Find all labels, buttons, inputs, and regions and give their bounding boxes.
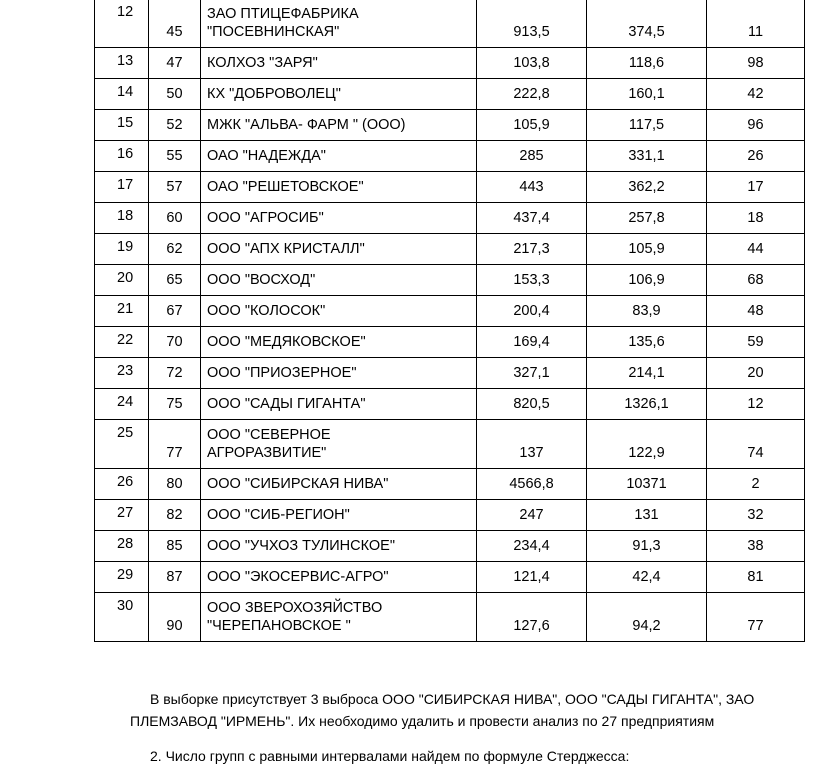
enterprise-table-body [95, 0, 805, 642]
row-number-cell: 19 [95, 234, 149, 265]
paragraph-line-1: В выборке присутствует 3 выброса ООО "СИБИРСКАЯ НИВА", ООО "САДЫ ГИГАНТА", ЗАО [150, 691, 755, 707]
enterprise-id-cell: 62 [149, 234, 201, 265]
value-1-cell: 285 [477, 141, 587, 172]
enterprise-name-line: ООО "МЕДЯКОВСКОЕ" [207, 334, 366, 350]
value-2-cell: 94,2 [587, 593, 707, 642]
table-row [95, 562, 805, 593]
enterprise-name-line: "ПОСЕВНИНСКАЯ" [207, 24, 340, 40]
enterprise-name-cell [201, 327, 477, 358]
value-1-cell: 121,4 [477, 562, 587, 593]
enterprise-id-cell: 50 [149, 79, 201, 110]
value-1-cell: 169,4 [477, 327, 587, 358]
value-2-cell: 331,1 [587, 141, 707, 172]
enterprise-name-line: ООО "УЧХОЗ ТУЛИНСКОЕ" [207, 538, 395, 554]
table-row [95, 500, 805, 531]
row-number-cell: 21 [95, 296, 149, 327]
enterprise-name-line: "ЧЕРЕПАНОВСКОЕ " [207, 618, 351, 634]
value-1-cell: 437,4 [477, 203, 587, 234]
enterprise-id-cell: 90 [149, 593, 201, 642]
enterprise-id-cell: 75 [149, 389, 201, 420]
table-row [95, 203, 805, 234]
table-row [95, 141, 805, 172]
table-row [95, 296, 805, 327]
row-number-cell: 12 [95, 0, 149, 48]
enterprise-id-cell: 45 [149, 0, 201, 48]
table-row [95, 0, 805, 48]
row-number-cell: 22 [95, 327, 149, 358]
row-number-cell: 14 [95, 79, 149, 110]
value-1-cell: 327,1 [477, 358, 587, 389]
row-number-cell: 28 [95, 531, 149, 562]
value-1-cell: 217,3 [477, 234, 587, 265]
value-3-cell: 48 [707, 296, 805, 327]
value-3-cell: 2 [707, 469, 805, 500]
paragraph-line-3: 2. Число групп с равными интервалами найдем по формуле Стерджесса: [150, 748, 630, 764]
value-2-cell: 83,9 [587, 296, 707, 327]
value-3-cell: 68 [707, 265, 805, 296]
enterprise-name-line: ЗАО ПТИЦЕФАБРИКА [207, 6, 359, 22]
enterprise-id-cell: 77 [149, 420, 201, 469]
enterprise-id-cell: 85 [149, 531, 201, 562]
value-2-cell: 42,4 [587, 562, 707, 593]
enterprise-name-line: ООО "ЭКОСЕРВИС-АГРО" [207, 569, 389, 585]
value-1-cell: 127,6 [477, 593, 587, 642]
value-1-cell: 103,8 [477, 48, 587, 79]
value-3-cell: 59 [707, 327, 805, 358]
enterprise-name-cell [201, 531, 477, 562]
row-number-cell: 17 [95, 172, 149, 203]
value-2-cell: 374,5 [587, 0, 707, 48]
value-3-cell: 42 [707, 79, 805, 110]
row-number-cell: 26 [95, 469, 149, 500]
value-2-cell: 118,6 [587, 48, 707, 79]
value-1-cell: 234,4 [477, 531, 587, 562]
enterprise-name-cell [201, 420, 477, 469]
value-3-cell: 26 [707, 141, 805, 172]
enterprise-name-line: ООО "СИБ-РЕГИОН" [207, 507, 350, 523]
value-2-cell: 91,3 [587, 531, 707, 562]
enterprise-name-cell [201, 48, 477, 79]
enterprise-id-cell: 87 [149, 562, 201, 593]
enterprise-name-cell [201, 203, 477, 234]
enterprise-name-line: ООО "АПХ КРИСТАЛЛ" [207, 241, 365, 257]
enterprise-name-cell [201, 172, 477, 203]
value-2-cell: 160,1 [587, 79, 707, 110]
enterprise-name-line: ООО "СЕВЕРНОЕ [207, 427, 331, 443]
row-number-cell: 23 [95, 358, 149, 389]
value-3-cell: 17 [707, 172, 805, 203]
row-number-cell: 13 [95, 48, 149, 79]
enterprise-id-cell: 47 [149, 48, 201, 79]
enterprise-name-line: ООО "САДЫ ГИГАНТА" [207, 396, 366, 412]
enterprise-name-cell [201, 593, 477, 642]
row-number-cell: 16 [95, 141, 149, 172]
value-1-cell: 222,8 [477, 79, 587, 110]
row-number-cell: 20 [95, 265, 149, 296]
enterprise-name-line: ОАО "НАДЕЖДА" [207, 148, 326, 164]
value-3-cell: 44 [707, 234, 805, 265]
value-3-cell: 12 [707, 389, 805, 420]
enterprise-id-cell: 67 [149, 296, 201, 327]
value-1-cell: 247 [477, 500, 587, 531]
value-1-cell: 153,3 [477, 265, 587, 296]
value-2-cell: 257,8 [587, 203, 707, 234]
enterprise-name-cell [201, 389, 477, 420]
enterprise-name-line: ООО "АГРОСИБ" [207, 210, 324, 226]
table-row [95, 234, 805, 265]
table-row [95, 327, 805, 358]
value-3-cell: 32 [707, 500, 805, 531]
row-number-cell: 18 [95, 203, 149, 234]
enterprise-id-cell: 52 [149, 110, 201, 141]
value-1-cell: 443 [477, 172, 587, 203]
table-row [95, 358, 805, 389]
enterprise-name-cell [201, 296, 477, 327]
value-3-cell: 11 [707, 0, 805, 48]
enterprise-name-cell [201, 562, 477, 593]
value-3-cell: 77 [707, 593, 805, 642]
value-2-cell: 214,1 [587, 358, 707, 389]
value-2-cell: 1326,1 [587, 389, 707, 420]
table-row [95, 265, 805, 296]
table-row [95, 110, 805, 141]
row-number-cell: 15 [95, 110, 149, 141]
table-row [95, 531, 805, 562]
row-number-cell: 25 [95, 420, 149, 469]
value-3-cell: 98 [707, 48, 805, 79]
table-row [95, 593, 805, 642]
value-1-cell: 200,4 [477, 296, 587, 327]
table-row [95, 79, 805, 110]
enterprise-name-cell [201, 358, 477, 389]
enterprise-name-line: АГРОРАЗВИТИЕ" [207, 445, 327, 461]
table-row [95, 48, 805, 79]
enterprise-id-cell: 55 [149, 141, 201, 172]
enterprise-table [94, 0, 805, 642]
enterprise-id-cell: 72 [149, 358, 201, 389]
table-row [95, 420, 805, 469]
enterprise-name-line: ООО "ВОСХОД" [207, 272, 316, 288]
value-3-cell: 96 [707, 110, 805, 141]
enterprise-id-cell: 60 [149, 203, 201, 234]
row-number-cell: 29 [95, 562, 149, 593]
enterprise-name-line: ООО "ПРИОЗЕРНОЕ" [207, 365, 357, 381]
value-2-cell: 135,6 [587, 327, 707, 358]
row-number-cell: 30 [95, 593, 149, 642]
value-2-cell: 362,2 [587, 172, 707, 203]
value-2-cell: 10371 [587, 469, 707, 500]
enterprise-name-cell [201, 469, 477, 500]
enterprise-name-line: МЖК "АЛЬВА- ФАРМ " (ООО) [207, 117, 406, 133]
value-1-cell: 137 [477, 420, 587, 469]
enterprise-name-line: КОЛХОЗ "ЗАРЯ" [207, 55, 318, 71]
enterprise-name-cell [201, 234, 477, 265]
value-1-cell: 820,5 [477, 389, 587, 420]
enterprise-name-cell [201, 110, 477, 141]
enterprise-name-line: ОАО "РЕШЕТОВСКОЕ" [207, 179, 364, 195]
value-2-cell: 131 [587, 500, 707, 531]
value-3-cell: 81 [707, 562, 805, 593]
enterprise-name-line: ООО "СИБИРСКАЯ НИВА" [207, 476, 389, 492]
table-row [95, 172, 805, 203]
value-1-cell: 105,9 [477, 110, 587, 141]
row-number-cell: 27 [95, 500, 149, 531]
row-number-cell: 24 [95, 389, 149, 420]
enterprise-name-cell [201, 0, 477, 48]
value-3-cell: 18 [707, 203, 805, 234]
enterprise-name-line: ООО "КОЛОСОК" [207, 303, 326, 319]
value-3-cell: 20 [707, 358, 805, 389]
value-3-cell: 38 [707, 531, 805, 562]
enterprise-name-line: КХ "ДОБРОВОЛЕЦ" [207, 86, 341, 102]
enterprise-name-cell [201, 141, 477, 172]
enterprise-id-cell: 80 [149, 469, 201, 500]
enterprise-name-cell [201, 500, 477, 531]
value-1-cell: 4566,8 [477, 469, 587, 500]
enterprise-id-cell: 82 [149, 500, 201, 531]
value-2-cell: 105,9 [587, 234, 707, 265]
enterprise-name-cell [201, 265, 477, 296]
value-1-cell: 913,5 [477, 0, 587, 48]
enterprise-name-cell [201, 79, 477, 110]
paragraph-line-2: ПЛЕМЗАВОД "ИРМЕНЬ". Их необходимо удалить и провести анализ по 27 предприятиям [130, 713, 715, 729]
enterprise-id-cell: 65 [149, 265, 201, 296]
value-2-cell: 117,5 [587, 110, 707, 141]
enterprise-name-line: ООО ЗВЕРОХОЗЯЙСТВО [207, 600, 383, 616]
enterprise-id-cell: 57 [149, 172, 201, 203]
value-2-cell: 122,9 [587, 420, 707, 469]
table-row [95, 389, 805, 420]
table-row [95, 469, 805, 500]
enterprise-id-cell: 70 [149, 327, 201, 358]
value-2-cell: 106,9 [587, 265, 707, 296]
value-3-cell: 74 [707, 420, 805, 469]
